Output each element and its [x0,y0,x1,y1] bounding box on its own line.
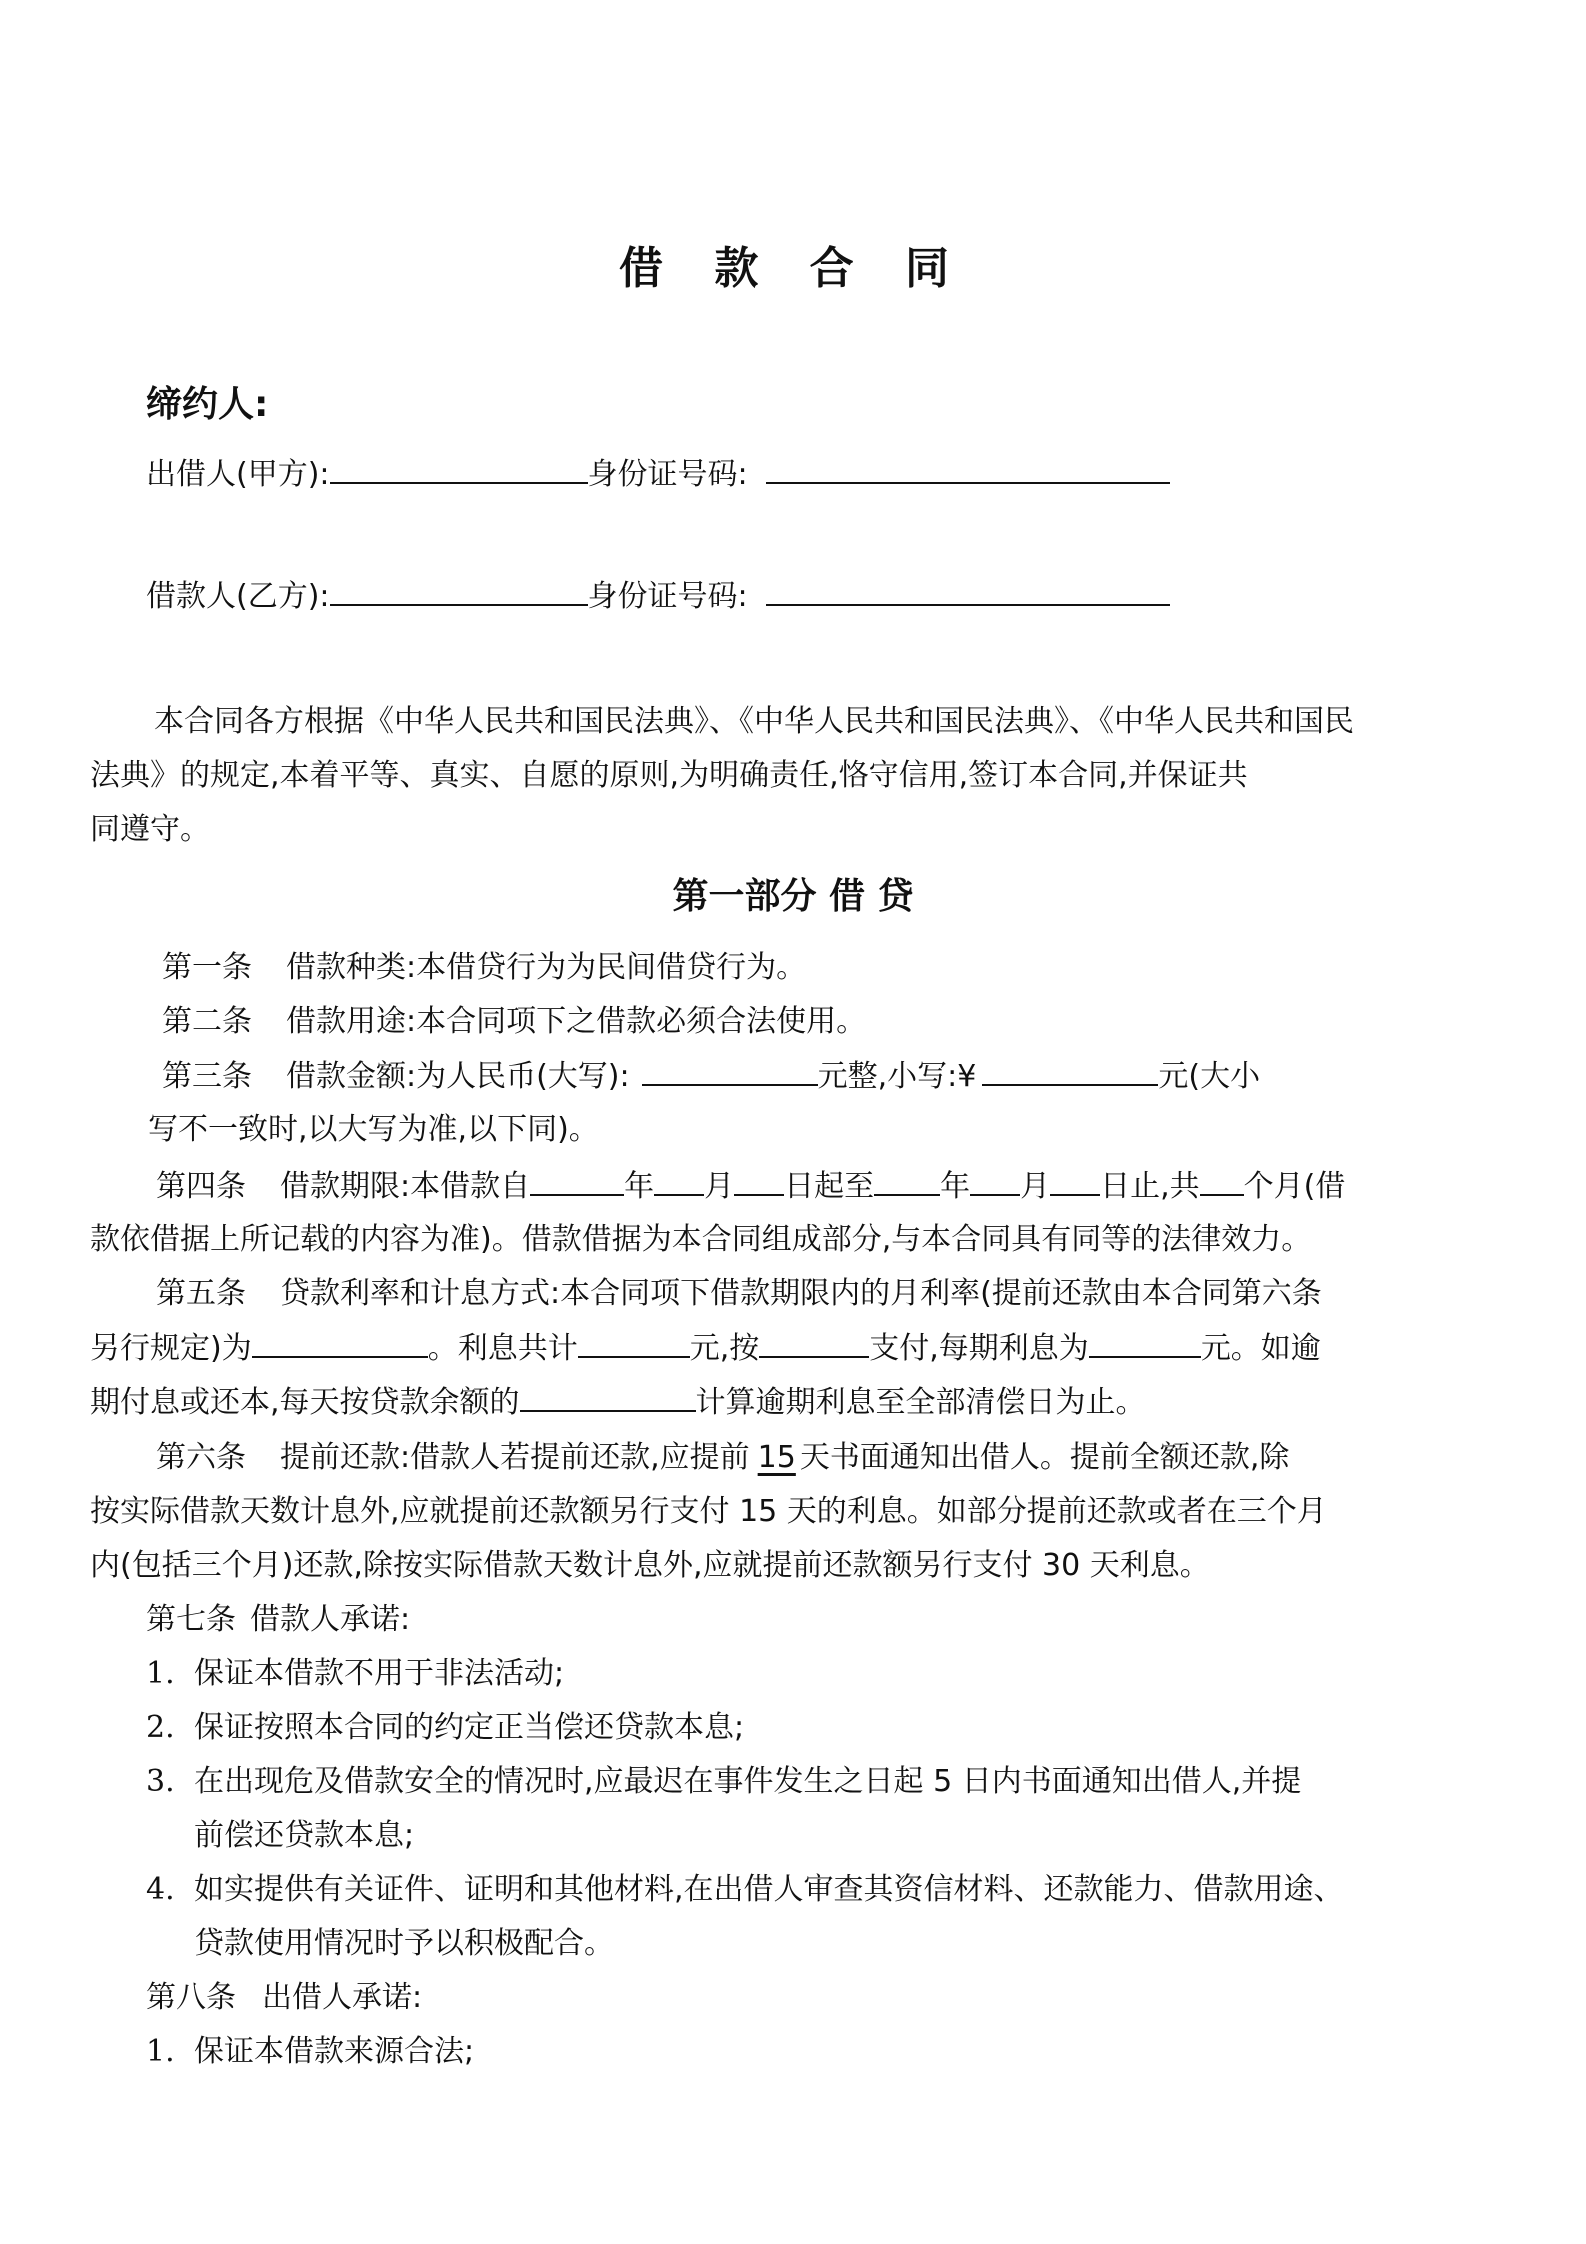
article-3-line-2: 写不一致时,以大写为准,以下同)。 [148,1112,599,1147]
article-5-l2a: 另行规定)为 [90,1331,252,1366]
months-tail-label: 个月(借 [1243,1169,1346,1204]
article-4 [156,1164,1345,1209]
lender-row [146,452,1170,497]
preamble-line-1: 本合同各方根据《中华人民共和国民法典》、《中华人民共和国民法典》、《中华人民共和国民 [154,704,1354,739]
notice-days-value: 15 [757,1440,796,1475]
lender-name-field[interactable] [330,452,588,484]
end-month-field[interactable] [970,1164,1020,1196]
start-month-field[interactable] [654,1164,704,1196]
day-from-label: 日起至 [784,1169,875,1204]
list-item-text: 如实提供有关证件、证明和其他材料,在出借人审查其资信材料、还款能力、借款用途、 [194,1872,1344,1907]
list-number: 3. [146,1764,175,1799]
article-3 [162,1054,1260,1099]
article-6-part-2: 天书面通知出借人。提前全额还款,除 [799,1440,1290,1475]
overdue-rate-field[interactable] [520,1380,696,1412]
article-7-item-3-cont: 前偿还贷款本息; [194,1818,415,1853]
article-5-l3a: 期付息或还本,每天按贷款余额的 [90,1385,520,1420]
month-label-2: 月 [1020,1169,1051,1204]
borrower-id-label: 身份证号码: [587,579,748,614]
lender-label: 出借人(甲方): [146,457,330,492]
end-year-field[interactable] [874,1164,940,1196]
article-2 [162,1000,866,1044]
article-2-number: 第二条 [162,1004,252,1039]
year-label: 年 [624,1169,655,1204]
term-months-field[interactable] [1200,1164,1244,1196]
period-interest-field[interactable] [1089,1326,1201,1358]
total-interest-field[interactable] [578,1326,690,1358]
list-item-text: 保证本借款来源合法; [194,2034,475,2069]
article-6 [156,1436,1289,1480]
article-5-line-2 [90,1326,1321,1371]
article-6-line-3: 内(包括三个月)还款,除按实际借款天数计息外,应就提前还款额另行支付 30 天利息。 [90,1548,1210,1583]
list-number: 1. [146,1656,175,1691]
article-3-part-3: 元(大小 [1158,1059,1261,1094]
article-1 [162,946,806,990]
borrower-label: 借款人(乙方): [146,579,330,614]
part1-heading: 第一部分 借 贷 [672,876,914,917]
amount-lowercase-field[interactable] [982,1054,1158,1086]
article-4-number: 第四条 [156,1169,246,1204]
article-5-part-1: 贷款利率和计息方式:本合同项下借款期限内的月利率(提前还款由本合同第六条 [280,1276,1322,1311]
list-number: 2. [146,1710,175,1745]
article-8-number: 第八条 [146,1980,236,2015]
article-5-l2c: 元,按 [689,1331,760,1366]
article-8-heading [146,1976,422,2020]
article-7-heading [146,1598,410,1642]
article-5-l2e: 元。如逾 [1200,1331,1321,1366]
document-title: 借 款 合 同 [619,243,967,294]
preamble-line-3: 同遵守。 [90,812,210,847]
list-item-text: 保证按照本合同的约定正当偿还贷款本息; [194,1710,745,1745]
article-5 [156,1272,1322,1316]
article-1-text: 借款种类:本借贷行为为民间借贷行为。 [286,950,807,985]
lender-id-field[interactable] [766,452,1170,484]
list-item-text: 在出现危及借款安全的情况时,应最迟在事件发生之日起 5 日内书面通知出借人,并提 [194,1764,1302,1799]
article-7-number: 第七条 [146,1602,236,1637]
article-7-item-2 [146,1706,744,1750]
article-5-line-3 [90,1380,1146,1425]
day-to-label: 日止,共 [1100,1169,1200,1204]
payment-period-field[interactable] [759,1326,869,1358]
lender-id-label: 身份证号码: [587,457,748,492]
start-day-field[interactable] [734,1164,784,1196]
article-5-l2b: 。利息共计 [427,1331,578,1366]
list-item-text: 保证本借款不用于非法活动; [194,1656,565,1691]
article-7-item-4-cont: 贷款使用情况时予以积极配合。 [194,1926,614,1961]
preamble-line-2: 法典》的规定,本着平等、真实、自愿的原则,为明确责任,恪守信用,签订本合同,并保证共 [90,758,1248,793]
borrower-name-field[interactable] [330,574,588,606]
article-7-item-4 [146,1868,1344,1912]
monthly-rate-field[interactable] [252,1326,428,1358]
article-5-l2d: 支付,每期利息为 [869,1331,1089,1366]
year-label-2: 年 [940,1169,971,1204]
end-day-field[interactable] [1050,1164,1100,1196]
article-4-line-2: 款依借据上所记载的内容为准)。借款借据为本合同组成部分,与本合同具有同等的法律效力。 [90,1222,1312,1257]
article-7-item-3 [146,1760,1301,1804]
article-5-l3b: 计算逾期利息至全部清偿日为止。 [695,1385,1146,1420]
article-8-item-1 [146,2030,474,2074]
article-3-number: 第三条 [162,1059,252,1094]
article-1-number: 第一条 [162,950,252,985]
article-3-part-1: 借款金额:为人民币(大写): [286,1059,630,1094]
list-number: 1. [146,2034,175,2069]
article-6-line-2: 按实际借款天数计息外,应就提前还款额另行支付 15 天的利息。如部分提前还款或者在三个月 [90,1494,1327,1529]
article-3-part-2: 元整,小写:¥ [817,1059,977,1094]
list-number: 4. [146,1872,175,1907]
article-6-number: 第六条 [156,1440,246,1475]
article-2-text: 借款用途:本合同项下之借款必须合法使用。 [286,1004,867,1039]
amount-uppercase-field[interactable] [642,1054,818,1086]
article-6-part-1: 提前还款:借款人若提前还款,应提前 [280,1440,750,1475]
signatories-heading: 缔约人: [146,384,269,425]
start-year-field[interactable] [530,1164,624,1196]
borrower-id-field[interactable] [766,574,1170,606]
article-7-title: 借款人承诺: [250,1602,411,1637]
borrower-row [146,574,1170,619]
month-label: 月 [704,1169,735,1204]
article-8-title: 出借人承诺: [262,1980,423,2015]
article-5-number: 第五条 [156,1276,246,1311]
article-7-item-1 [146,1652,564,1696]
article-4-part-1: 借款期限:本借款自 [280,1169,531,1204]
